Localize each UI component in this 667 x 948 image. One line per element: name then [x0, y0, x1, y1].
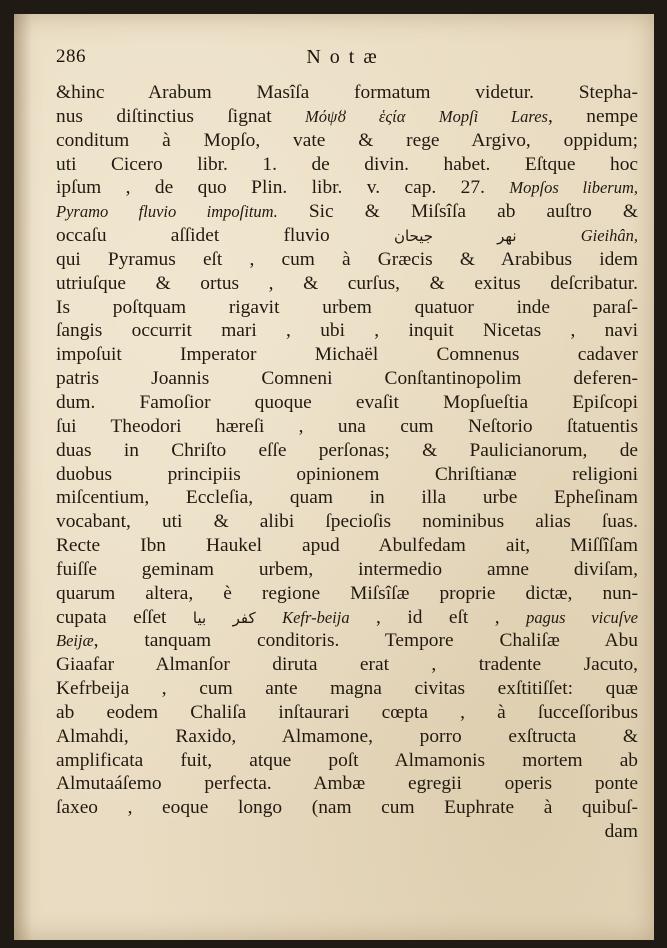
text-line: [56, 200, 638, 224]
text-line: [56, 129, 638, 153]
text-segment: conditum à Mopſo, vate & rege Argivo, oppidum;: [56, 129, 638, 151]
text-line: [56, 439, 638, 463]
text-line: [56, 248, 638, 272]
text-line: [56, 153, 638, 177]
text-segment: Almutaáſemo perfecta. Ambæ egregii operis ponte: [56, 773, 638, 795]
text-segment: Sic & Miſsîſa ab auſtro &: [277, 201, 638, 223]
text-segment: utriuſque & ortus , & curſus, & exitus deſcribatur.: [56, 272, 638, 294]
text-line: [56, 343, 638, 367]
text-segment: ab eodem Chaliſa inſtaurari cœpta , à ſucceſſoribus: [56, 701, 638, 723]
text-line: [56, 272, 638, 296]
text-segment: [256, 607, 282, 628]
text-line: [56, 701, 638, 725]
text-line: [56, 749, 638, 773]
text-segment: &hinc Arabum Masîſa formatum videtur. Stepha-: [56, 82, 638, 103]
page-number: 286: [56, 46, 86, 67]
text-line: [56, 725, 638, 749]
text-segment: duobus principiis opinionem Chriſtianæ religioni: [56, 463, 638, 485]
italic-text: Pyramo fluvio impoſitum.: [56, 202, 278, 222]
text-segment: impoſuit Imperator Michaël Comnenus cadaver: [56, 344, 638, 366]
italic-text: Μόψȣ ἑςία: [305, 106, 406, 126]
text-segment: Is poſtquam rigavit urbem quatuor inde paraſ-: [56, 296, 638, 318]
text-line: [56, 772, 638, 796]
text-segment: patris Joannis Comneni Conſtantinopolim deferen-: [56, 368, 638, 390]
text-segment: ſaxeo , eoque longo (nam cum Euphrate à quibuſ-: [56, 797, 638, 819]
text-segment: uti Cicero libr. 1. de divin. habet. Eſtque hoc: [56, 153, 638, 175]
text-segment: , nempe: [547, 105, 638, 127]
text-line: [56, 415, 638, 439]
text-line: [56, 653, 638, 677]
running-title: Notæ: [306, 46, 386, 68]
italic-text: Beijæ: [56, 631, 94, 651]
text-segment: ipſum , de quo Plin. libr. v. cap. 27.: [56, 177, 510, 199]
text-line: [56, 81, 638, 105]
text-line: [56, 534, 638, 558]
text-line: [56, 510, 638, 534]
text-line: [56, 558, 638, 582]
text-line: [56, 629, 638, 653]
text-segment: [405, 106, 438, 127]
text-segment: [517, 225, 581, 246]
text-line: [56, 319, 638, 343]
text-segment: , tanquam conditoris. Tempore Chaliſæ Abu: [93, 630, 638, 652]
arabic-text: كفر بيا: [192, 608, 256, 627]
text-segment: ſui Theodori hæreſi , una cum Neſtorio ſtatuentis: [56, 415, 638, 437]
page-header: [56, 46, 636, 72]
text-segment: dum. Famoſior quoque evaſit Mopſueſtia Epiſcopi: [56, 391, 638, 413]
text-segment: vocabant, uti & alibi ſpecioſis nominibus alias ſuas.: [56, 511, 638, 533]
text-segment: fuiſſe geminam urbem, intermedio amne diviſam,: [56, 558, 638, 580]
text-line: [56, 677, 638, 701]
text-segment: miſcentium, Eccleſia, quam in illa urbe Epheſinam: [56, 487, 638, 509]
text-line: [56, 224, 638, 248]
text-line: [56, 486, 638, 510]
text-segment: nus diſtinctius ſignat: [56, 105, 306, 127]
book-page: [14, 14, 654, 940]
italic-text: Mopſi Lares: [438, 106, 548, 126]
text-segment: Almahdi, Raxido, Almamone, porro exſtructa &: [56, 725, 638, 747]
italic-text: Gieihân,: [580, 226, 638, 246]
text-line: [56, 367, 638, 391]
text-segment: qui Pyramus eſt , cum à Græcis & Arabibus idem: [56, 248, 638, 270]
italic-text: Kefr-beija: [282, 607, 350, 627]
text-line: [56, 582, 638, 606]
italic-text: Mopſos liberum,: [509, 178, 638, 198]
italic-text: pagus vicuſve: [526, 607, 638, 627]
text-segment: , id eſt ,: [349, 606, 527, 628]
text-segment: amplificata fuit, atque poſt Almamonis mortem ab: [56, 749, 638, 771]
arabic-text: نهر جيحان: [393, 227, 517, 246]
text-line: [56, 391, 638, 415]
text-line: [56, 820, 638, 844]
text-segment: dam: [604, 821, 638, 843]
text-segment: Kefrbeija , cum ante magna civitas exſtitiſſet: quæ: [56, 678, 638, 700]
body-text: [56, 81, 638, 844]
text-segment: ſangis occurrit mari , ubi , inquit Nicetas , navi: [56, 320, 638, 342]
text-line: [56, 176, 638, 200]
text-segment: Recte Ibn Haukel apud Abulfedam ait, Miſſîſam: [56, 535, 638, 557]
text-line: [56, 606, 638, 630]
text-segment: cupata eſſet: [56, 606, 193, 628]
text-segment: quarum altera, è regione Miſsîſæ proprie dictæ, nun-: [56, 582, 638, 604]
text-segment: Giaafar Almanſor diruta erat , tradente Jacuto,: [56, 654, 638, 676]
text-line: [56, 105, 638, 129]
text-line: [56, 296, 638, 320]
text-segment: duas in Chriſto eſſe perſonas; & Paulicianorum, de: [56, 439, 638, 461]
text-line: [56, 796, 638, 820]
text-line: [56, 463, 638, 487]
text-segment: occaſu aſſidet fluvio: [56, 225, 394, 247]
